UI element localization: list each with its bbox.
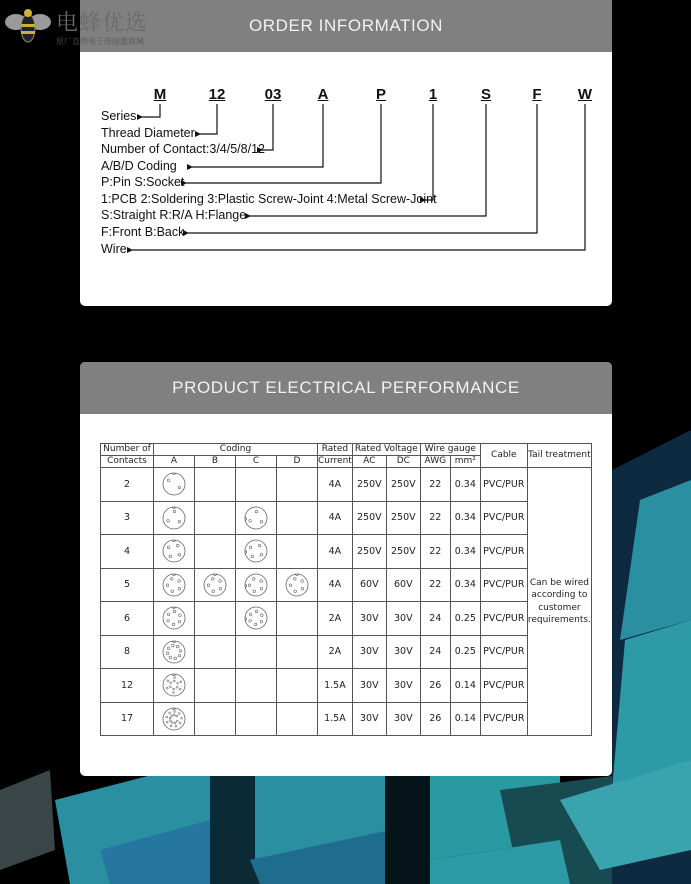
cell-cable: PVC/PUR bbox=[480, 602, 527, 636]
cell-current: 4A bbox=[318, 535, 353, 569]
header-wire-gauge: Wire gauge bbox=[420, 444, 480, 456]
cell-dc: 60V bbox=[386, 568, 420, 602]
header-contacts-2: Contacts bbox=[101, 456, 154, 468]
cell-mm2: 0.34 bbox=[450, 501, 480, 535]
electrical-spec-table bbox=[100, 443, 592, 736]
desc-shape: S:Straight R:R/A H:Flange bbox=[101, 208, 247, 222]
cell-coding-a bbox=[154, 535, 195, 569]
cell-ac: 250V bbox=[352, 468, 386, 502]
desc-coding: A/B/D Coding bbox=[101, 159, 177, 173]
cell-coding-a bbox=[154, 669, 195, 703]
cell-coding-c bbox=[236, 669, 277, 703]
cell-coding-c bbox=[236, 702, 277, 736]
connector-pinout-icon bbox=[159, 469, 189, 499]
cell-mm2: 0.25 bbox=[450, 635, 480, 669]
cell-dc: 250V bbox=[386, 535, 420, 569]
cell-ac: 30V bbox=[352, 702, 386, 736]
connector-pinout-icon bbox=[241, 603, 271, 633]
header-coding-a: A bbox=[154, 456, 195, 468]
code-wire: W bbox=[577, 86, 593, 103]
table-row bbox=[101, 501, 592, 535]
order-code-diagram bbox=[80, 52, 612, 306]
header-coding: Coding bbox=[154, 444, 318, 456]
cell-ac: 250V bbox=[352, 501, 386, 535]
cell-current: 1.5A bbox=[318, 669, 353, 703]
cell-coding-d bbox=[277, 568, 318, 602]
cell-tail-treatment: Can be wired according to customer requirements. bbox=[527, 468, 591, 736]
cell-coding-b bbox=[195, 602, 236, 636]
cell-dc: 30V bbox=[386, 702, 420, 736]
cell-cable: PVC/PUR bbox=[480, 501, 527, 535]
cell-mm2: 0.14 bbox=[450, 702, 480, 736]
cell-current: 2A bbox=[318, 602, 353, 636]
header-ac: AC bbox=[352, 456, 386, 468]
table-row bbox=[101, 602, 592, 636]
header-rated-1: Rated bbox=[318, 444, 353, 456]
connector-pinout-icon bbox=[241, 570, 271, 600]
code-contacts: 03 bbox=[264, 86, 282, 103]
cell-coding-b bbox=[195, 501, 236, 535]
table-row bbox=[101, 535, 592, 569]
cell-contacts: 5 bbox=[101, 568, 154, 602]
connector-pinout-icon bbox=[159, 670, 189, 700]
cell-coding-d bbox=[277, 501, 318, 535]
electrical-performance-title: PRODUCT ELECTRICAL PERFORMANCE bbox=[80, 362, 612, 414]
desc-contacts: Number of Contact:3/4/5/8/12 bbox=[101, 142, 265, 156]
cell-cable: PVC/PUR bbox=[480, 468, 527, 502]
cell-ac: 30V bbox=[352, 635, 386, 669]
desc-thread: Thread Diameter bbox=[101, 126, 195, 140]
cell-contacts: 4 bbox=[101, 535, 154, 569]
cell-current: 4A bbox=[318, 468, 353, 502]
header-dc: DC bbox=[386, 456, 420, 468]
header-voltage: Rated Voltage bbox=[352, 444, 420, 456]
cell-coding-c bbox=[236, 501, 277, 535]
brand-subtitle: 原厂直供电子连接器商城 bbox=[56, 37, 144, 46]
code-series: M bbox=[153, 86, 167, 103]
cell-coding-b bbox=[195, 568, 236, 602]
cell-coding-d bbox=[277, 669, 318, 703]
cell-coding-d bbox=[277, 602, 318, 636]
connector-pinout-icon bbox=[241, 536, 271, 566]
cell-coding-a bbox=[154, 635, 195, 669]
connector-pinout-icon bbox=[159, 503, 189, 533]
order-information-title: ORDER INFORMATION bbox=[80, 0, 612, 52]
code-shape: S bbox=[480, 86, 492, 103]
connector-pinout-icon bbox=[282, 570, 312, 600]
header-coding-b: B bbox=[195, 456, 236, 468]
table-row bbox=[101, 702, 592, 736]
connector-pinout-icon bbox=[159, 704, 189, 734]
cell-cable: PVC/PUR bbox=[480, 535, 527, 569]
cell-coding-b bbox=[195, 702, 236, 736]
connector-pinout-icon bbox=[241, 503, 271, 533]
cell-coding-b bbox=[195, 669, 236, 703]
header-tail: Tail treatment bbox=[527, 444, 591, 468]
cell-coding-c bbox=[236, 602, 277, 636]
cell-awg: 24 bbox=[420, 635, 450, 669]
cell-contacts: 8 bbox=[101, 635, 154, 669]
cell-dc: 250V bbox=[386, 468, 420, 502]
cell-dc: 30V bbox=[386, 635, 420, 669]
connector-pinout-icon bbox=[159, 536, 189, 566]
brand-logo bbox=[0, 0, 160, 50]
cell-cable: PVC/PUR bbox=[480, 568, 527, 602]
desc-series: Series bbox=[101, 109, 137, 123]
cell-contacts: 6 bbox=[101, 602, 154, 636]
cell-awg: 24 bbox=[420, 602, 450, 636]
cell-coding-c bbox=[236, 568, 277, 602]
cell-mm2: 0.34 bbox=[450, 468, 480, 502]
code-coding: A bbox=[317, 86, 329, 103]
cell-contacts: 3 bbox=[101, 501, 154, 535]
header-contacts-1: Number of bbox=[101, 444, 154, 456]
cell-coding-c bbox=[236, 635, 277, 669]
header-coding-c: C bbox=[236, 456, 277, 468]
cell-dc: 250V bbox=[386, 501, 420, 535]
desc-termination: 1:PCB 2:Soldering 3:Plastic Screw-Joint 4:Metal Screw-Joint bbox=[101, 192, 437, 206]
cell-coding-d bbox=[277, 535, 318, 569]
cell-ac: 60V bbox=[352, 568, 386, 602]
code-thread: 12 bbox=[208, 86, 226, 103]
cell-awg: 22 bbox=[420, 468, 450, 502]
cell-mm2: 0.34 bbox=[450, 535, 480, 569]
cell-coding-b bbox=[195, 535, 236, 569]
code-termination: 1 bbox=[428, 86, 438, 103]
cell-awg: 22 bbox=[420, 501, 450, 535]
header-awg: AWG bbox=[420, 456, 450, 468]
desc-pin-socket: P:Pin S:Socket bbox=[101, 175, 185, 189]
code-pin-socket: P bbox=[375, 86, 387, 103]
table-row bbox=[101, 669, 592, 703]
connector-pinout-icon bbox=[200, 570, 230, 600]
cell-coding-b bbox=[195, 468, 236, 502]
cell-awg: 22 bbox=[420, 535, 450, 569]
cell-mm2: 0.14 bbox=[450, 669, 480, 703]
cell-contacts: 2 bbox=[101, 468, 154, 502]
cell-dc: 30V bbox=[386, 602, 420, 636]
cell-contacts: 17 bbox=[101, 702, 154, 736]
header-cable: Cable bbox=[480, 444, 527, 468]
desc-wire: Wire bbox=[101, 242, 127, 256]
cell-mm2: 0.34 bbox=[450, 568, 480, 602]
connector-pinout-icon bbox=[159, 570, 189, 600]
cell-cable: PVC/PUR bbox=[480, 702, 527, 736]
cell-dc: 30V bbox=[386, 669, 420, 703]
cell-coding-c bbox=[236, 535, 277, 569]
cell-coding-d bbox=[277, 635, 318, 669]
cell-coding-a bbox=[154, 468, 195, 502]
cell-coding-a bbox=[154, 501, 195, 535]
cell-ac: 30V bbox=[352, 602, 386, 636]
electrical-performance-card bbox=[80, 362, 612, 776]
cell-awg: 22 bbox=[420, 568, 450, 602]
brand-name: 电蜂优选 bbox=[56, 11, 149, 36]
connector-pinout-icon bbox=[159, 637, 189, 667]
connector-pinout-icon bbox=[159, 603, 189, 633]
code-mounting: F bbox=[532, 86, 542, 103]
cell-contacts: 12 bbox=[101, 669, 154, 703]
cell-coding-a bbox=[154, 568, 195, 602]
cell-mm2: 0.25 bbox=[450, 602, 480, 636]
cell-coding-b bbox=[195, 635, 236, 669]
cell-current: 1.5A bbox=[318, 702, 353, 736]
cell-current: 4A bbox=[318, 568, 353, 602]
cell-cable: PVC/PUR bbox=[480, 635, 527, 669]
bee-icon bbox=[4, 4, 52, 48]
header-rated-2: Current bbox=[318, 456, 352, 466]
cell-awg: 26 bbox=[420, 702, 450, 736]
cell-ac: 30V bbox=[352, 669, 386, 703]
cell-current: 2A bbox=[318, 635, 353, 669]
cell-coding-d bbox=[277, 468, 318, 502]
header-coding-d: D bbox=[277, 456, 318, 468]
table-row bbox=[101, 568, 592, 602]
header-mm2: mm² bbox=[450, 456, 480, 468]
desc-mounting: F:Front B:Back bbox=[101, 225, 185, 239]
cell-coding-c bbox=[236, 468, 277, 502]
cell-ac: 250V bbox=[352, 535, 386, 569]
table-row bbox=[101, 468, 592, 502]
cell-coding-a bbox=[154, 602, 195, 636]
cell-coding-d bbox=[277, 702, 318, 736]
cell-awg: 26 bbox=[420, 669, 450, 703]
cell-cable: PVC/PUR bbox=[480, 669, 527, 703]
cell-coding-a bbox=[154, 702, 195, 736]
cell-current: 4A bbox=[318, 501, 353, 535]
table-row bbox=[101, 635, 592, 669]
